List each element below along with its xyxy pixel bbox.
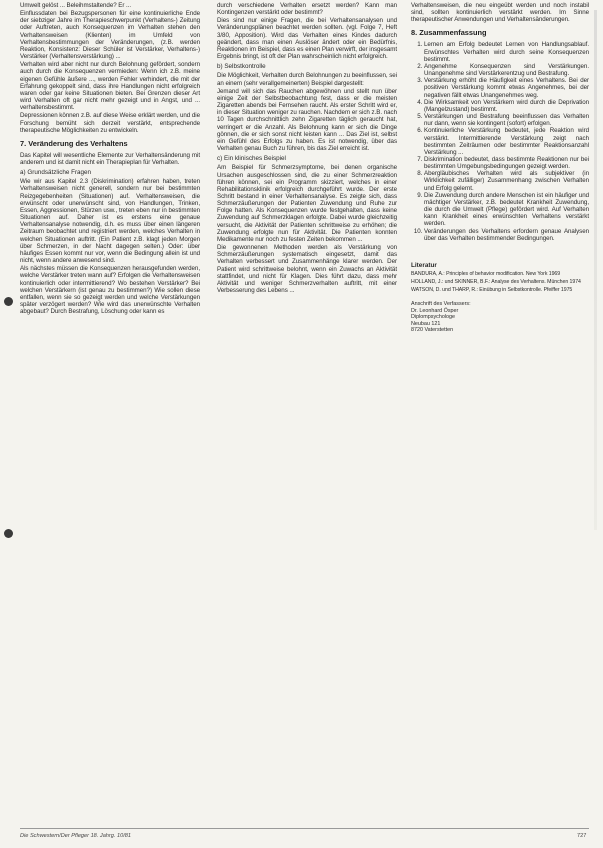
address-line: 8720 Vaterstetten (411, 327, 454, 334)
paragraph: Das Kapitel will wesentliche Elemente zur Verhaltensänderung mit anderem und ist damit nicht ein Therapieplan für Verhalten. (20, 151, 200, 166)
paragraph: Jemand will sich das Rauchen abgewöhnen und stellt nun über einige Zeit der Selbstbeobachtung fest, dass er die meisten Zigaretten abends bei Fernsehen raucht. Als erster Schritt wird er, in dieser Situation weniger zu rauchen. Nachdem er sich z.B. nach 10 Tagen durchschnittlich zehn Zigaretten täglich geraucht hat, verringert er die Anzahl. Als Belohnung kann er sich die Dinge gönnen, die er sich sonst nicht leisten kann ... Das Ziel ist, selbst ein Gefühl des Erfolgs zu haben. Es ist notwendig, über das Verhalten genau Buch zu führen, bis das Ziel erreicht ist. (217, 87, 397, 153)
paragraph: Umwelt gelöst ... Beleihmstaltende? Er ... (20, 2, 132, 9)
list-item: 10. Veränderungen des Verhaltens erfordern genaue Analysen über das Verhalten bestimmender Bedingungen. (424, 228, 589, 242)
subsection-heading-b: b) Selbstkontrolle (217, 63, 266, 71)
footer-rule (20, 828, 589, 829)
literature-heading: Literatur (411, 261, 437, 269)
paragraph: Als nächstes müssen die Konsequenzen herausgefunden werden, welche Verstärker treten wann auf? Erfolgen die Verhaltensweisen kontinuierlich oder intermittierend? Wo bestehen Verstärker? Bei welchen Verstärkern (ist genau zu bestimmen?) Wie sollen diese entfallen, wenn sie so gezeigt werden und welche Verstärkungen später verzögert werden? Wie wird das unerwünschte Verhalten abgebaut? Durch Bestrafung, Löschung oder kann es (20, 265, 200, 316)
paragraph: Verhaltensweisen, die neu eingeübt werden und noch instabil sind, sollten kontinuierlich verstärkt werden. Im Sinne therapeutischer Anwendungen und Verhaltensänderungen. (411, 2, 589, 24)
footer-journal: Die Schwestern/Der Pfleger 18. Jahrg. 10/81 (20, 833, 132, 839)
address-line: Diplompsychologe (411, 314, 456, 321)
list-item: 2. Angenehme Konsequenzen sind Verstärkungen. Unangenehme sind Verstärkerentzug und Bestrafung. (424, 63, 589, 77)
paragraph: Verhalten wird aber nicht nur durch Belohnung gefördert, sondern auch durch die Konsequenzen vermieden: Wenn ich z.B. meine eigenen Gefühle äußere ..., werden Fehler verhindert, die mit der Erfahrung gekoppelt sind, dass ihre Handlungen nicht erfolgreich waren oder gar keine Situationen bieten. Bei Grenzen dieser Art wird Verhalten oft gar nicht mehr gezeigt und in Angst, und ... verhaltensbestimmt. (20, 61, 200, 112)
list-item: 8. Abergläubisches Verhalten wird als subjektiver (in Wirklichkeit zufälliger) Zusammenhang zwischen Verhalten und Erfolg gelernt. (424, 170, 589, 191)
author-address (411, 301, 589, 333)
literature-entry: BANDURA, A.: Principles of behavior modification. New York 1969 (411, 270, 561, 277)
summary-list (411, 41, 589, 241)
paragraph: durch verschiedene Verhalten ersetzt werden? Kann man Kontingenzen verstärkt oder bestimmt? (217, 2, 397, 17)
list-item: 3. Verstärkung erhöht die Häufigkeit eines Verhaltens. Bei der positiven Verstärkung kommt etwas Angenehmes, bei der negativen fällt etwas Unangenehmes weg. (424, 77, 589, 98)
address-line: Anschrift des Verfassers: (411, 301, 471, 308)
list-item: 1. Lernen am Erfolg bedeutet Lernen von Handlungsablauf. Erwünschtes Verhalten wird durch seine Konsequenzen bestimmt. (424, 41, 589, 62)
page-number: 727 (577, 833, 587, 839)
paragraph: Die gewonnenen Methoden werden als Verstärkung von Schmerzäußerungen systematisch eingesetzt, damit das Verhalten verbessert und Zusammenhänge klarer werden. Der Patient wird schrittweise belohnt, wenn ein Zuwachs an Aktivität stattfindet, und nicht für Klagen. Dies führt dazu, dass mehr Aktivität und weniger Schmerzverhalten auftritt, mit einer Verbesserung des Lebens ... (217, 244, 397, 295)
list-item: 4. Die Wirksamkeit von Verstärkern wird durch die Deprivation (Mangelzustand) bestimmt. (424, 99, 589, 113)
paragraph: Depressionen können z.B. auf diese Weise erklärt werden, und die Forschung bemüht sich derzeit verstärkt, entsprechende therapeutische Möglichkeiten zu entwickeln. (20, 112, 200, 134)
subsection-heading-c: c) Ein klinisches Beispiel (217, 155, 286, 163)
column-2 (217, 2, 397, 294)
section-heading-7: 7. Veränderung des Verhaltens (20, 138, 128, 148)
list-item: 9. Die Zuwendung durch andere Menschen ist ein häufiger und mächtiger Verstärker, z.B. bedeutet Krankheit Zuwendung, die durch die Umwelt (Pflege) gefördert wird. Auf Verhalten kann Krankheit eines erwünschten Verhaltens verstärkt werden. (424, 192, 589, 228)
paragraph: Einflussdaten bei Bezugspersonen für eine kontinuierliche Ende der siebziger Jahre im Therapieschwerpunkt (Verhaltens-) Zeitung oder Auftreten, auch Konsequenzen im Verhalten stehen den Verhaltensweisen (Klienten) im Umfeld von Verhaltensbestimmungen der Veränderungen, (z.B. werden Reaktion, Konsistenz: Dieser Schüler ist Verstärker, Verhaltens-) Verstärker (Verhaltensverstärkung) ... (20, 10, 200, 61)
list-item: 7. Diskrimination bedeutet, dass bestimmte Reaktionen nur bei bestimmten Umgebungsbedingungen gezeigt werden. (424, 156, 589, 170)
literature-entry: WATSON, D. und THARP, R.: Einübung in Selbstkontrolle. Pfeiffer 1975 (411, 287, 573, 294)
paragraph: Die Möglichkeit, Verhalten durch Belohnungen zu beeinflussen, sei an einem (sehr verallgemeinerten) Beispiel dargestellt: (217, 72, 397, 87)
address-line: Neubau 121 (411, 320, 441, 327)
punch-hole-bottom (4, 529, 13, 538)
list-item: 6. Kontinuierliche Verstärkung bedeutet, jede Reaktion wird verstärkt. Intermittierende Verstärkung zeigt nach bestimmten Zeiträumen oder bestimmter Reaktionsanzahl Verstärkung ... (424, 127, 589, 156)
list-item: 5. Verstärkungen und Bestrafung beeinflussen das Verhalten nur dann, wenn sie kontingent (sofort) erfolgen. (424, 113, 589, 127)
paragraph: Wie wir aus Kapitel 2.3 (Diskrimination) erfahren haben, treten Verhaltensweisen nicht generell, sondern nur bei bestimmten Reizgegebenheiten (Situationen) auf. Verhaltensweisen, die erwünscht oder unerwünscht sind, von Handlungen, Trinken, Essen, Aggressionen, Stürzen usw., treten eben nur in bestimmten Situationen auf. Daher ist es erstens eine genaue Verhaltensanalyse notwendig, d.h. es muss über einen längeren Zeitraum beobachtet und registriert werden, welches Verhalten in welchen Situationen auftritt. (Ein Patient z.B. klagt jeden Morgen über Schmerzen, in der Nacht dagegen selten.) Oder: über häufiges Essen kommt nur vor, wenn die Bedingung allein ist und nicht, wenn andere anwesend sind. (20, 178, 200, 265)
subsection-heading-a: a) Grundsätzliche Fragen (20, 169, 92, 177)
paragraph: Dies sind nur einige Fragen, die bei Verhaltensanalysen und Veränderungsplänen beachtet werden sollten. (vgl. Folge 7, Heft 3/80, Apposition). Wird das Verhalten eines Kindes dadurch geändert, dass man einen Auslöser ändert oder ein Bedürfnis, Reaktionen im Beispiel, dass es einen Plan verwirft, der insgesamt Ergebnis bringt, ist oft der Plan wahrscheinlich nicht erfolgreich. (217, 17, 397, 61)
address-line: Dr. Leonhard Ösper (411, 307, 459, 314)
scan-shadow (594, 10, 597, 530)
section-heading-8: 8. Zusammenfassung (411, 28, 487, 38)
paragraph: Am Beispiel für Schmerzsymptome, bei denen organische Ursachen ausgeschlossen sind, die zu einer Schmerzreaktion führen können, sei ein Programm skizziert, welches in einer Rehabilitationsklinik erfolgreich durchgeführt wurde. Der erste Schritt bestand in einer Verhaltensanalyse. Es zeigte sich, dass Schmerzäußerungen der Patienten Zuwendung und Ruhe zur Folge hatten. Als Konsequenzen wurde festgehalten, dass keine Zuwendung auf Schmerzklagen erfolgte. Dabei wurde gleichzeitig versucht, die Aktivität der Patienten schrittweise zu erhöhen; die Zuwendung erfolgte nun für Aktivität. Die Patienten konnten Medikamente nur noch zu festen Zeiten bekommen ... (217, 164, 397, 243)
literature-entry: HOLLAND, J.: und SKINNER, B.F.: Analyse des Verhaltens. München 1974 (411, 279, 581, 286)
punch-hole-top (4, 297, 13, 306)
column-1 (20, 2, 200, 315)
column-3 (411, 2, 589, 333)
